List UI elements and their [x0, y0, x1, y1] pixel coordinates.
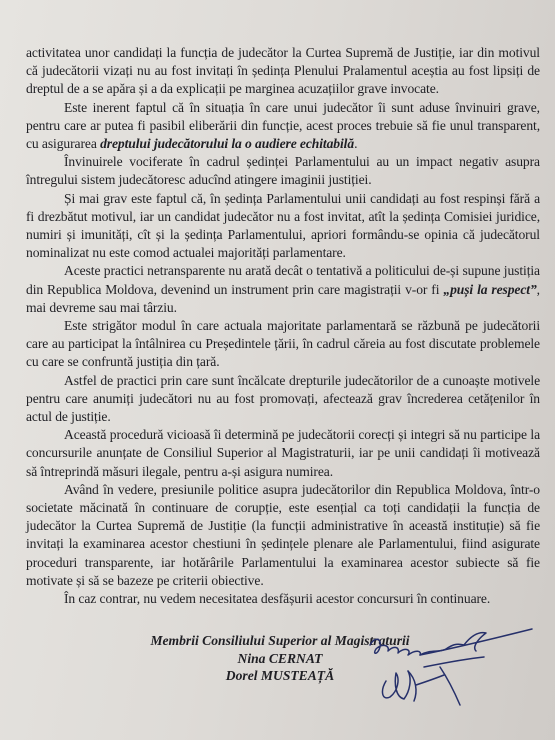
paragraph-2: Este inerent faptul că în situația în care unui judecător îi sunt aduse învinuiri grave, pentru care ar putea fi pasibil eliberării din funcție, acest proces trebuie să fie unul transparent, cu asigurarea dreptului judecătorului la o audiere echitabilă.	[26, 99, 540, 152]
paragraph-5: Aceste practici netransparente nu arată decât o tentativă a politicului de-și supune justiția din Republica Moldova, devenind un instrument prin care magistrații v-or fi „puși la respect”, mai devreme sau mai târziu.	[26, 263, 540, 315]
emphasis-fair-hearing: dreptului judecătorului la o audiere echitabilă	[100, 136, 355, 152]
paragraph-6: Este strigător modul în care actuala majoritate parlamentară se răzbună pe judecătorii care au participat la întâlnirea cu Președintele țării, în cadrul căreia au fost discutate problemele cu care se confruntă justiția din țară.	[26, 318, 540, 370]
emphasis-put-in-line: „puși la respect”	[443, 281, 537, 297]
paragraph-8: Această procedură vicioasă îi determină pe judecătorii corecți și integri să nu participe la concursurile anunțate de Consiliul Superior al Magistraturii, iar pe unii candidați îi motivează să întreprindă măsuri ilegale, pentru a-și asigura numirea.	[26, 427, 540, 479]
paragraph-4: Și mai grav este faptul că, în ședința Parlamentului unii candidați au fost respinși fără a fi drezbătut motivul, iar un candidat judecător nu a fost invitat, atît la ședința Comisiei juridice, numiri și imunități, cît și la ședința Parlamentului, apriori formându-se opinia că judecătorul nominalizat nu este comod actualei majorități parlamentare.	[26, 190, 540, 261]
signatory-name-1: Nina CERNAT	[237, 650, 323, 666]
paragraph-1: activitatea unor candidați la funcția de judecător la Curtea Supremă de Justiție, iar din motivul că judecătorii vizați nu au fost invitați în ședința Plenului Pralamentul aceștia au fost lipsiți de dreptul de a se apăra și a da explicații pe marginea acuzațiilor grave invocate.	[26, 45, 540, 97]
signatories-title: Membrii Consiliului Superior al Magistraturii	[150, 633, 410, 648]
letter-body	[26, 44, 540, 608]
paragraph-10: În caz contrar, nu vedem necesitatea desfășurii acestor concursuri în continuare.	[64, 591, 491, 607]
handwritten-signatures	[360, 615, 540, 715]
paragraph-3: Învinuirele vociferate în cadrul ședinței Parlamentului au un impact negativ asupra întregului sistem judecătoresc aducînd atingere imaginii justiției.	[26, 154, 540, 188]
signatory-name-2: Dorel MUSTEAȚĂ	[225, 668, 335, 683]
paragraph-7: Astfel de practici prin care sunt încălcate drepturile judecătorilor de a cunoaște motivele pentru care anumiți judecători nu au fost promovați, afectează grav încrederea cetățenilor în actul de justiție.	[26, 372, 540, 425]
paragraph-9: Având în vedere, presiunile politice asupra judecătorilor din Republica Moldova, într-o societate măcinată în continuare de corupție, este esențial ca toți candidații la funcția de judecător la Curtea Supremă de Justiție (la funcții administrative în această instituție) să fie invitați la examinarea acestor chestiuni în ședințele plenare ale Parlamentului, fiind asigurate proceduri transparente, iar hotărârile Parlamentului la examinarea acestor subiecte să fie motivate și să se bazeze pe criterii obiective.	[26, 481, 540, 588]
